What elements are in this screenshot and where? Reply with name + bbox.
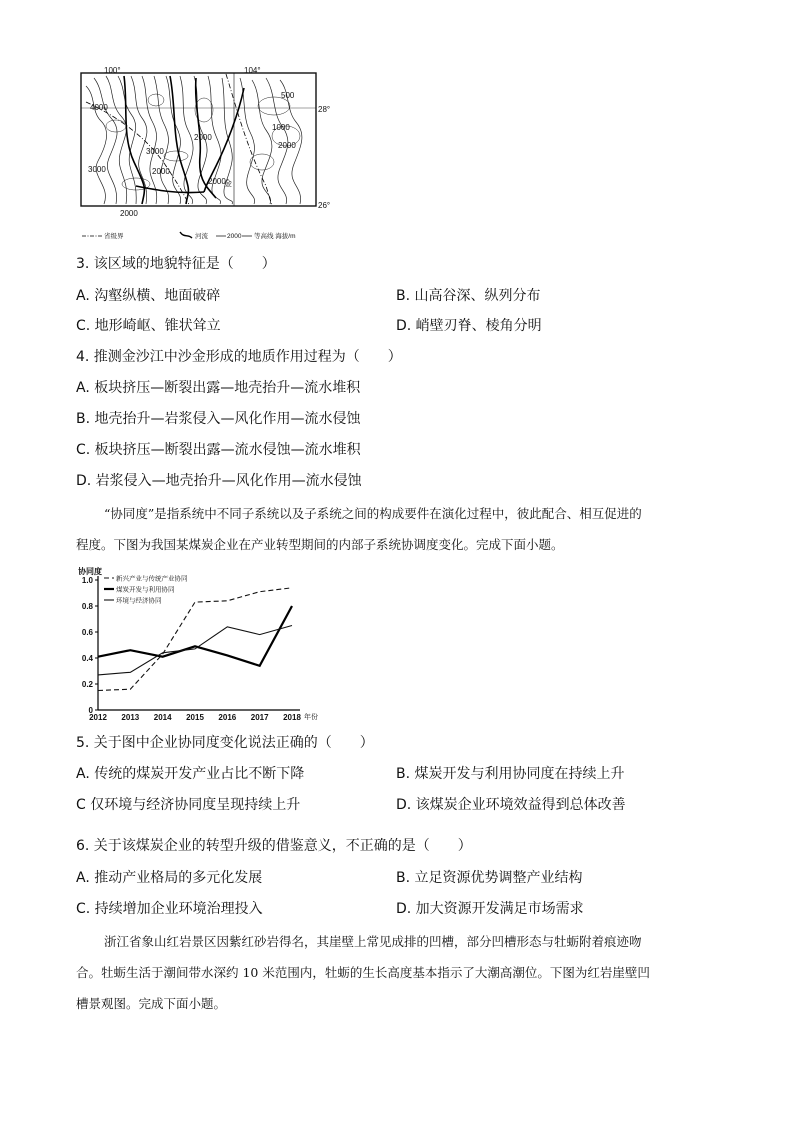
y-tick-label: 0 xyxy=(88,706,93,715)
intro1-line2: 程度。下图为我国某煤炭企业在产业转型期间的内部子系统协调度变化。完成下面小题。 xyxy=(76,537,564,552)
q6-option-b[interactable]: B. 立足资源优势调整产业结构 xyxy=(396,870,583,886)
contour-label: 3000 xyxy=(88,165,106,174)
q4-option-a[interactable]: A. 板块挤压—断裂出露—地壳抬升—流水堆积 xyxy=(76,380,361,396)
q6-option-d[interactable]: D. 加大资源开发满足市场需求 xyxy=(396,901,584,917)
q3-stem: 3. 该区域的地貌特征是（ ） xyxy=(76,256,276,272)
lon-label-left: 100° xyxy=(104,66,121,75)
q5-stem: 5. 关于图中企业协同度变化说法正确的（ ） xyxy=(76,735,374,751)
legend-contour: 等高线 海拔/m xyxy=(254,233,296,240)
q3-option-c[interactable]: C. 地形崎岖、锥状耸立 xyxy=(76,318,221,334)
y-tick-label: 0.6 xyxy=(81,628,93,637)
q3-option-d[interactable]: D. 峭壁刃脊、棱角分明 xyxy=(396,318,542,334)
intro2-line2: 合。牡蛎生活于潮间带水深约 10 米范围内，牡蛎的生长高度基本指示了大潮高潮位。下图为红岩崖壁凹 xyxy=(76,965,650,980)
legend-contour-value: 2000 xyxy=(227,233,242,240)
x-tick-label: 2018 xyxy=(283,713,301,722)
x-tick-label: 2014 xyxy=(153,713,172,722)
chart-ylabel: 协同度 xyxy=(78,567,102,576)
lon-label-right: 104° xyxy=(244,66,261,75)
y-tick-label: 1.0 xyxy=(81,576,93,585)
lat-label-bottom: 26° xyxy=(318,201,331,210)
series-line-2 xyxy=(98,606,292,666)
q6-stem: 6. 关于该煤炭企业的转型升级的借鉴意义，不正确的是（ ） xyxy=(76,838,472,854)
intro2-line1: 浙江省象山红岩景区因紫红砂岩得名，其崖壁上常见成排的凹槽，部分凹槽形态与牡蛎附着痕迹吻 xyxy=(104,934,642,949)
q3-option-a[interactable]: A. 沟壑纵横、地面破碎 xyxy=(76,288,221,304)
legend-label: 煤炭开发与利用协同 xyxy=(116,586,175,594)
y-tick-label: 0.2 xyxy=(81,680,93,689)
legend-label: 新兴产业与传统产业协同 xyxy=(116,575,188,583)
chart-xlabel: 年份 xyxy=(304,714,318,721)
q4-stem: 4. 推测金沙江中沙金形成的地质作用过程为（ ） xyxy=(76,349,402,365)
q5-option-d[interactable]: D. 该煤炭企业环境效益得到总体改善 xyxy=(396,797,626,813)
x-tick-label: 2012 xyxy=(89,713,107,722)
q6-option-c[interactable]: C. 持续增加企业环境治理投入 xyxy=(76,901,263,917)
x-tick-label: 2015 xyxy=(186,713,204,722)
y-tick-label: 0.8 xyxy=(81,602,93,611)
legend-label: 环境与经济协同 xyxy=(116,597,162,605)
contour-label: 2000 xyxy=(152,167,170,176)
terrain-map xyxy=(76,66,331,242)
contour-label: 2000 xyxy=(120,209,138,218)
q5-option-a[interactable]: A. 传统的煤炭开发产业占比不断下降 xyxy=(76,766,305,782)
legend-river-symbol xyxy=(180,232,192,238)
x-tick-label: 2016 xyxy=(218,713,237,722)
x-tick-label: 2013 xyxy=(121,713,140,722)
x-tick-label: 2017 xyxy=(250,713,269,722)
intro2-line3: 槽景观图。完成下面小题。 xyxy=(76,996,227,1011)
contour-label: 4000 xyxy=(90,103,108,112)
y-tick-label: 0.4 xyxy=(81,654,93,663)
legend-river: 河流 xyxy=(195,233,208,240)
legend-province: 省级界 xyxy=(104,233,124,240)
q5-option-b[interactable]: B. 煤炭开发与利用协同度在持续上升 xyxy=(396,766,625,782)
synergy-line-chart xyxy=(70,564,330,724)
q4-option-c[interactable]: C. 板块挤压—断裂出露—流水侵蚀—流水堆积 xyxy=(76,442,361,458)
contour-label: 2000 xyxy=(208,177,226,186)
contour-label: 3000 xyxy=(146,147,164,156)
q4-option-d[interactable]: D. 岩浆侵入—地壳抬升—风化作用—流水侵蚀 xyxy=(76,473,362,489)
q6-option-a[interactable]: A. 推动产业格局的多元化发展 xyxy=(76,870,263,886)
q4-option-b[interactable]: B. 地壳抬升—岩浆侵入—风化作用—流水侵蚀 xyxy=(76,411,361,427)
contour-label: 500 xyxy=(281,91,295,100)
contour-label: 1000 xyxy=(272,123,290,132)
intro1-line1: “协同度”是指系统中不同子系统以及子系统之间的构成要件在演化过程中，彼此配合、相互促进的 xyxy=(104,506,642,521)
q5-option-c[interactable]: C 仅环境与经济协同度呈现持续上升 xyxy=(76,797,301,813)
q3-option-b[interactable]: B. 山高谷深、纵列分布 xyxy=(396,288,541,304)
contour-label: 2000 xyxy=(278,141,296,150)
river-label: 金 xyxy=(224,179,232,188)
lat-label-top: 28° xyxy=(318,105,331,114)
contour-label: 2000 xyxy=(194,133,212,142)
